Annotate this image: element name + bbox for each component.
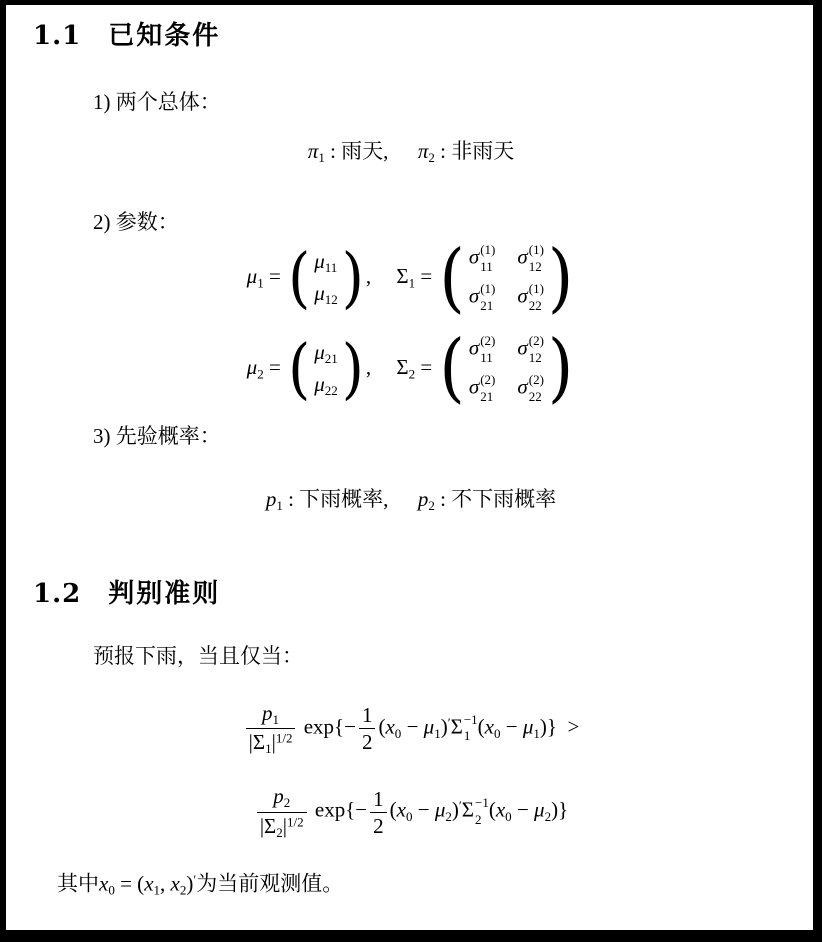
equation-populations: π1 : 雨天, π2 : 非雨天 <box>307 139 515 166</box>
section-title: 已知条件 <box>108 20 221 50</box>
equation-mu2-sigma2: μ2 = ( μ21 μ22 ) , Σ2 = ( σ (2) 11 σ (2) 12 σ (2) 21 σ (2) 22 ) <box>246 325 574 413</box>
section-heading-1-2 <box>33 577 789 610</box>
list-item-populations: 1) 两个总体： <box>93 90 221 114</box>
section-number: 1.1 <box>33 21 82 51</box>
paragraph-criterion: 预报下雨，当且仅当： <box>93 643 303 668</box>
equation-priors: p1 : 下雨概率, p2 : 不下雨概率 <box>265 487 557 514</box>
section-number: 1.2 <box>33 578 82 609</box>
equation-inequality-rhs: $\frac{p2}{|\Sigma 2|^{1/2}}$ exp{− $\frac{1}{2}$ (x0 − μ2)′Σ −1 2 (x0 − μ2)} <box>33 783 789 841</box>
list-item-parameters: 2) 参数： <box>93 210 179 235</box>
equation-mu1-sigma1: μ1 = ( μ11 μ12 ) , Σ1 = ( σ (1) 11 σ (1) 12 σ (1) 21 σ (1) 22 ) <box>246 235 574 322</box>
list-item-priors: 3) 先验概率： <box>93 424 221 449</box>
paragraph-observation: 其中x0 = (x1, x2)′为当前观测值。 <box>57 871 344 898</box>
section-heading-1-1 <box>33 19 789 52</box>
section-title: 判别准则 <box>108 577 221 608</box>
equation-inequality-lhs: $\frac{p1}{|\Sigma 1|^{1/2}}$ exp{− $\frac{1}{2}$ (x0 − μ1)′Σ −1 1 (x0 − μ1)} > <box>33 700 789 758</box>
